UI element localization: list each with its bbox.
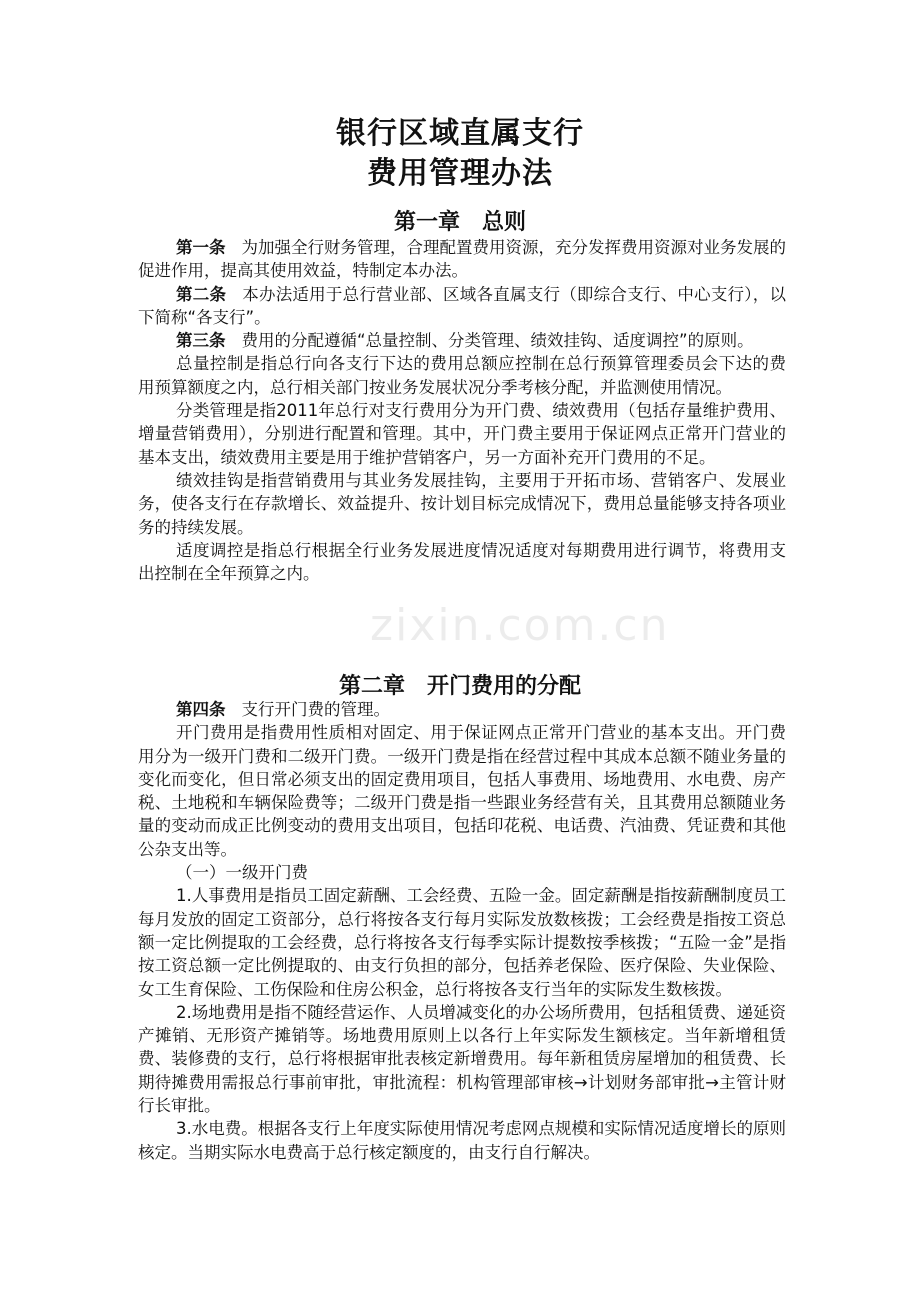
paragraph xyxy=(138,469,786,539)
paragraph-text: 3.水电费。根据各支行上年度实际使用情况考虑网点规模和实际情况适度增长的原则核定。当期实际水电费高于总行核定额度的，由支行自行解决。 xyxy=(138,1119,786,1162)
paragraph xyxy=(138,539,786,586)
paragraph-text: 为加强全行财务管理，合理配置费用资源，充分发挥费用资源对业务发展的促进作用，提高其使用效益，特制定本办法。 xyxy=(138,238,786,281)
paragraph xyxy=(138,884,786,1000)
chapter1-heading: 第一章 总则 xyxy=(393,210,526,235)
paragraph-text: 开门费用是指费用性质相对固定、用于保证网点正常开门营业的基本支出。开门费用分为一级开门费和二级开门费。一级开门费是指在经营过程中其成本总额不随业务量的变化而变化，但日常必须支出的固定费用项目，包括人事费用、场地费用、水电费、房产税、土地税和车辆保险费等；二级开门费是指一些跟业务经营有关，且其费用总额随业务量的变动而成正比例变动的费用支出项目，包括印花税、电话费、汽油费、凭证费和其他公杂支出等。 xyxy=(138,723,786,859)
article-label: 第二条 xyxy=(176,284,227,304)
paragraph-text: 费用的分配遵循“总量控制、分类管理、绩效挂钩、适度调控”的原则。 xyxy=(241,331,754,351)
paragraph xyxy=(138,721,786,861)
paragraph xyxy=(138,1001,786,1117)
paragraph-text: 1.人事费用是指员工固定薪酬、工会经费、五险一金。固定薪酬是指按薪酬制度员工每月发放的固定工资部分，总行将按各支行每月实际发放数核拨；工会经费是指按工资总额一定比例提取的工会经费，总行将按各支行每季实际计提数按季核拨；“五险一金”是指按工资总额一定比例提取的、由支行负担的部分，包括养老保险、医疗保险、失业保险、女工生育保险、工伤保险和住房公积金，总行将按各支行当年的实际发生数核拨。 xyxy=(138,886,786,999)
paragraph xyxy=(138,352,786,399)
paragraph xyxy=(138,329,786,352)
chapter2-body xyxy=(138,698,786,1164)
paragraph xyxy=(138,399,786,469)
article-label: 第一条 xyxy=(176,238,226,257)
article-label: 第四条 xyxy=(176,700,226,719)
chapter2-heading: 第二章 开门费用的分配 xyxy=(338,674,581,699)
paragraph-text: 分类管理是指2011年总行对支行费用分为开门费、绩效费用（包括存量维护费用、增量营销费用），分别进行配置和管理。其中，开门费主要用于保证网点正常开门营业的基本支出，绩效费用主要是用于维护营销客户，另一方面补充开门费用的不足。 xyxy=(138,401,786,467)
watermark: zixin.com.cn xyxy=(370,600,670,651)
document-title-line1: 银行区域直属支行 xyxy=(336,116,584,151)
paragraph xyxy=(138,236,786,283)
paragraph-text: （一）一级开门费 xyxy=(176,863,308,883)
paragraph xyxy=(138,1117,786,1164)
paragraph xyxy=(138,861,786,884)
paragraph-text: 2.场地费用是指不随经营运作、人员增减变化的办公场所费用，包括租赁费、递延资产摊销、无形资产摊销等。场地费用原则上以各行上年实际发生额核定。当年新增租赁费、装修费的支行，总行将根据审批表核定新增费用。每年新租赁房屋增加的租赁费、长期待摊费用需报总行事前审批，审批流程：机构管理部审核→计划财务部审批→主管计财行长审批。 xyxy=(138,1002,786,1116)
paragraph-text: 适度调控是指总行根据全行业务发展进度情况适度对每期费用进行调节，将费用支出控制在全年预算之内。 xyxy=(138,540,786,584)
chapter1-body xyxy=(138,236,786,585)
document-title-line2: 费用管理办法 xyxy=(367,156,553,191)
paragraph-text: 本办法适用于总行营业部、区域各直属支行（即综合支行、中心支行），以下简称“各支行”。 xyxy=(138,284,787,327)
paragraph xyxy=(138,283,786,330)
paragraph-text: 总量控制是指总行向各支行下达的费用总额应控制在总行预算管理委员会下达的费用预算额度之内，总行相关部门按业务发展状况分季考核分配，并监测使用情况。 xyxy=(138,354,786,397)
paragraph-text: 绩效挂钩是指营销费用与其业务发展挂钩，主要用于开拓市场、营销客户、发展业务，使各支行在存款增长、效益提升、按计划目标完成情况下，费用总量能够支持各项业务的持续发展。 xyxy=(138,470,786,537)
article-label: 第三条 xyxy=(176,331,226,351)
paragraph xyxy=(138,698,786,721)
paragraph-text: 支行开门费的管理。 xyxy=(241,700,390,719)
